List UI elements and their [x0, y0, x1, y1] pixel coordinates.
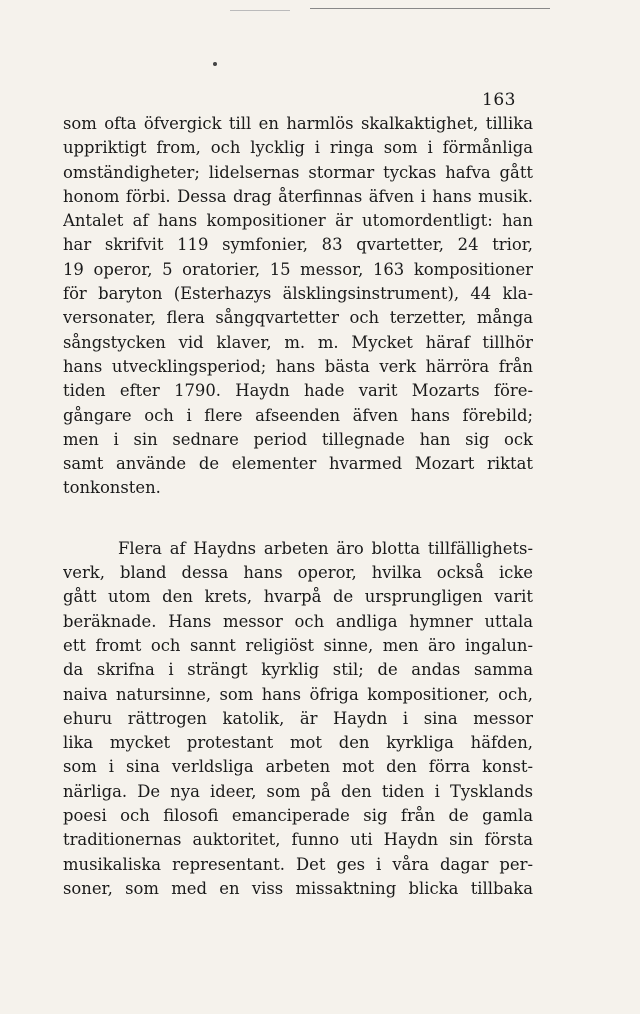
ink-speck — [213, 62, 217, 66]
text-line: ett fromt och sannt religiöst sinne, men äro ingalun- — [63, 635, 533, 655]
text-line: 19 operor, 5 oratorier, 15 messor, 163 kompositioner — [63, 259, 533, 279]
paragraph-1 — [63, 112, 533, 501]
text-line: naiva natursinne, som hans öfriga kompositioner, och, — [63, 684, 533, 704]
text-line: som ofta öfvergick till en harmlös skalkaktighet, tillika — [63, 114, 533, 133]
text-line: Flera af Haydns arbeten äro blotta tillfällighets- — [118, 538, 533, 558]
paragraph-gap — [63, 501, 533, 537]
text-line: verk, bland dessa hans operor, hvilka också icke — [63, 563, 533, 583]
text-line: men i sin sednare period tillegnade han sig ock — [63, 429, 533, 449]
paragraph-2 — [63, 537, 533, 901]
text-line: versonater, flera sångqvartetter och terzetter, många — [63, 308, 533, 328]
text-line: poesi och filosofi emanciperade sig från de gamla — [63, 806, 533, 826]
text-line: da skrifna i strängt kyrklig stil; de andas samma — [63, 660, 533, 680]
text-line: tonkonsten. — [63, 478, 161, 498]
text-line: samt använde de elementer hvarmed Mozart riktat — [63, 454, 533, 474]
text-line: närliga. De nya ideer, som på den tiden i Tysklands — [63, 781, 533, 801]
text-line: ehuru rättrogen katolik, är Haydn i sina messor — [63, 708, 533, 728]
text-line: som i sina verldsliga arbeten mot den förra konst- — [63, 757, 533, 777]
text-line: honom förbi. Dessa drag återfinnas äfven i hans musik. — [63, 186, 533, 206]
text-line: beräknade. Hans messor och andliga hymner uttala — [63, 611, 533, 631]
text-line: omständigheter; lidelsernas stormar tyckas hafva gått — [63, 162, 533, 182]
text-line: traditionernas auktoritet, funno uti Haydn sin första — [63, 830, 533, 850]
text-line: Antalet af hans kompositioner är utomordentligt: han — [63, 211, 533, 231]
page-number: 163 — [482, 90, 516, 110]
text-line: sångstycken vid klaver, m. m. Mycket häraf tillhör — [63, 332, 533, 352]
text-line: hans utvecklingsperiod; hans bästa verk härröra från — [63, 356, 533, 376]
text-line: tiden efter 1790. Haydn hade varit Mozarts före- — [63, 381, 533, 401]
body-text — [63, 112, 533, 901]
text-line: gångare och i flere afseenden äfven hans förebild; — [63, 405, 533, 425]
text-line: musikaliska representant. Det ges i våra dagar per- — [63, 854, 533, 874]
top-edge-line — [310, 8, 550, 9]
text-line: för baryton (Esterhazys älsklingsinstrument), 44 kla- — [63, 284, 533, 304]
top-edge-line-faint — [230, 10, 290, 11]
text-line: uppriktigt from, och lycklig i ringa som i förmånliga — [63, 138, 533, 158]
text-line: gått utom den krets, hvarpå de ursprungligen varit — [63, 587, 533, 607]
text-line: har skrifvit 119 symfonier, 83 qvartetter, 24 trior, — [63, 235, 533, 255]
text-line: lika mycket protestant mot den kyrkliga häfden, — [63, 733, 533, 753]
text-line: soner, som med en viss missaktning blicka tillbaka — [63, 878, 533, 898]
